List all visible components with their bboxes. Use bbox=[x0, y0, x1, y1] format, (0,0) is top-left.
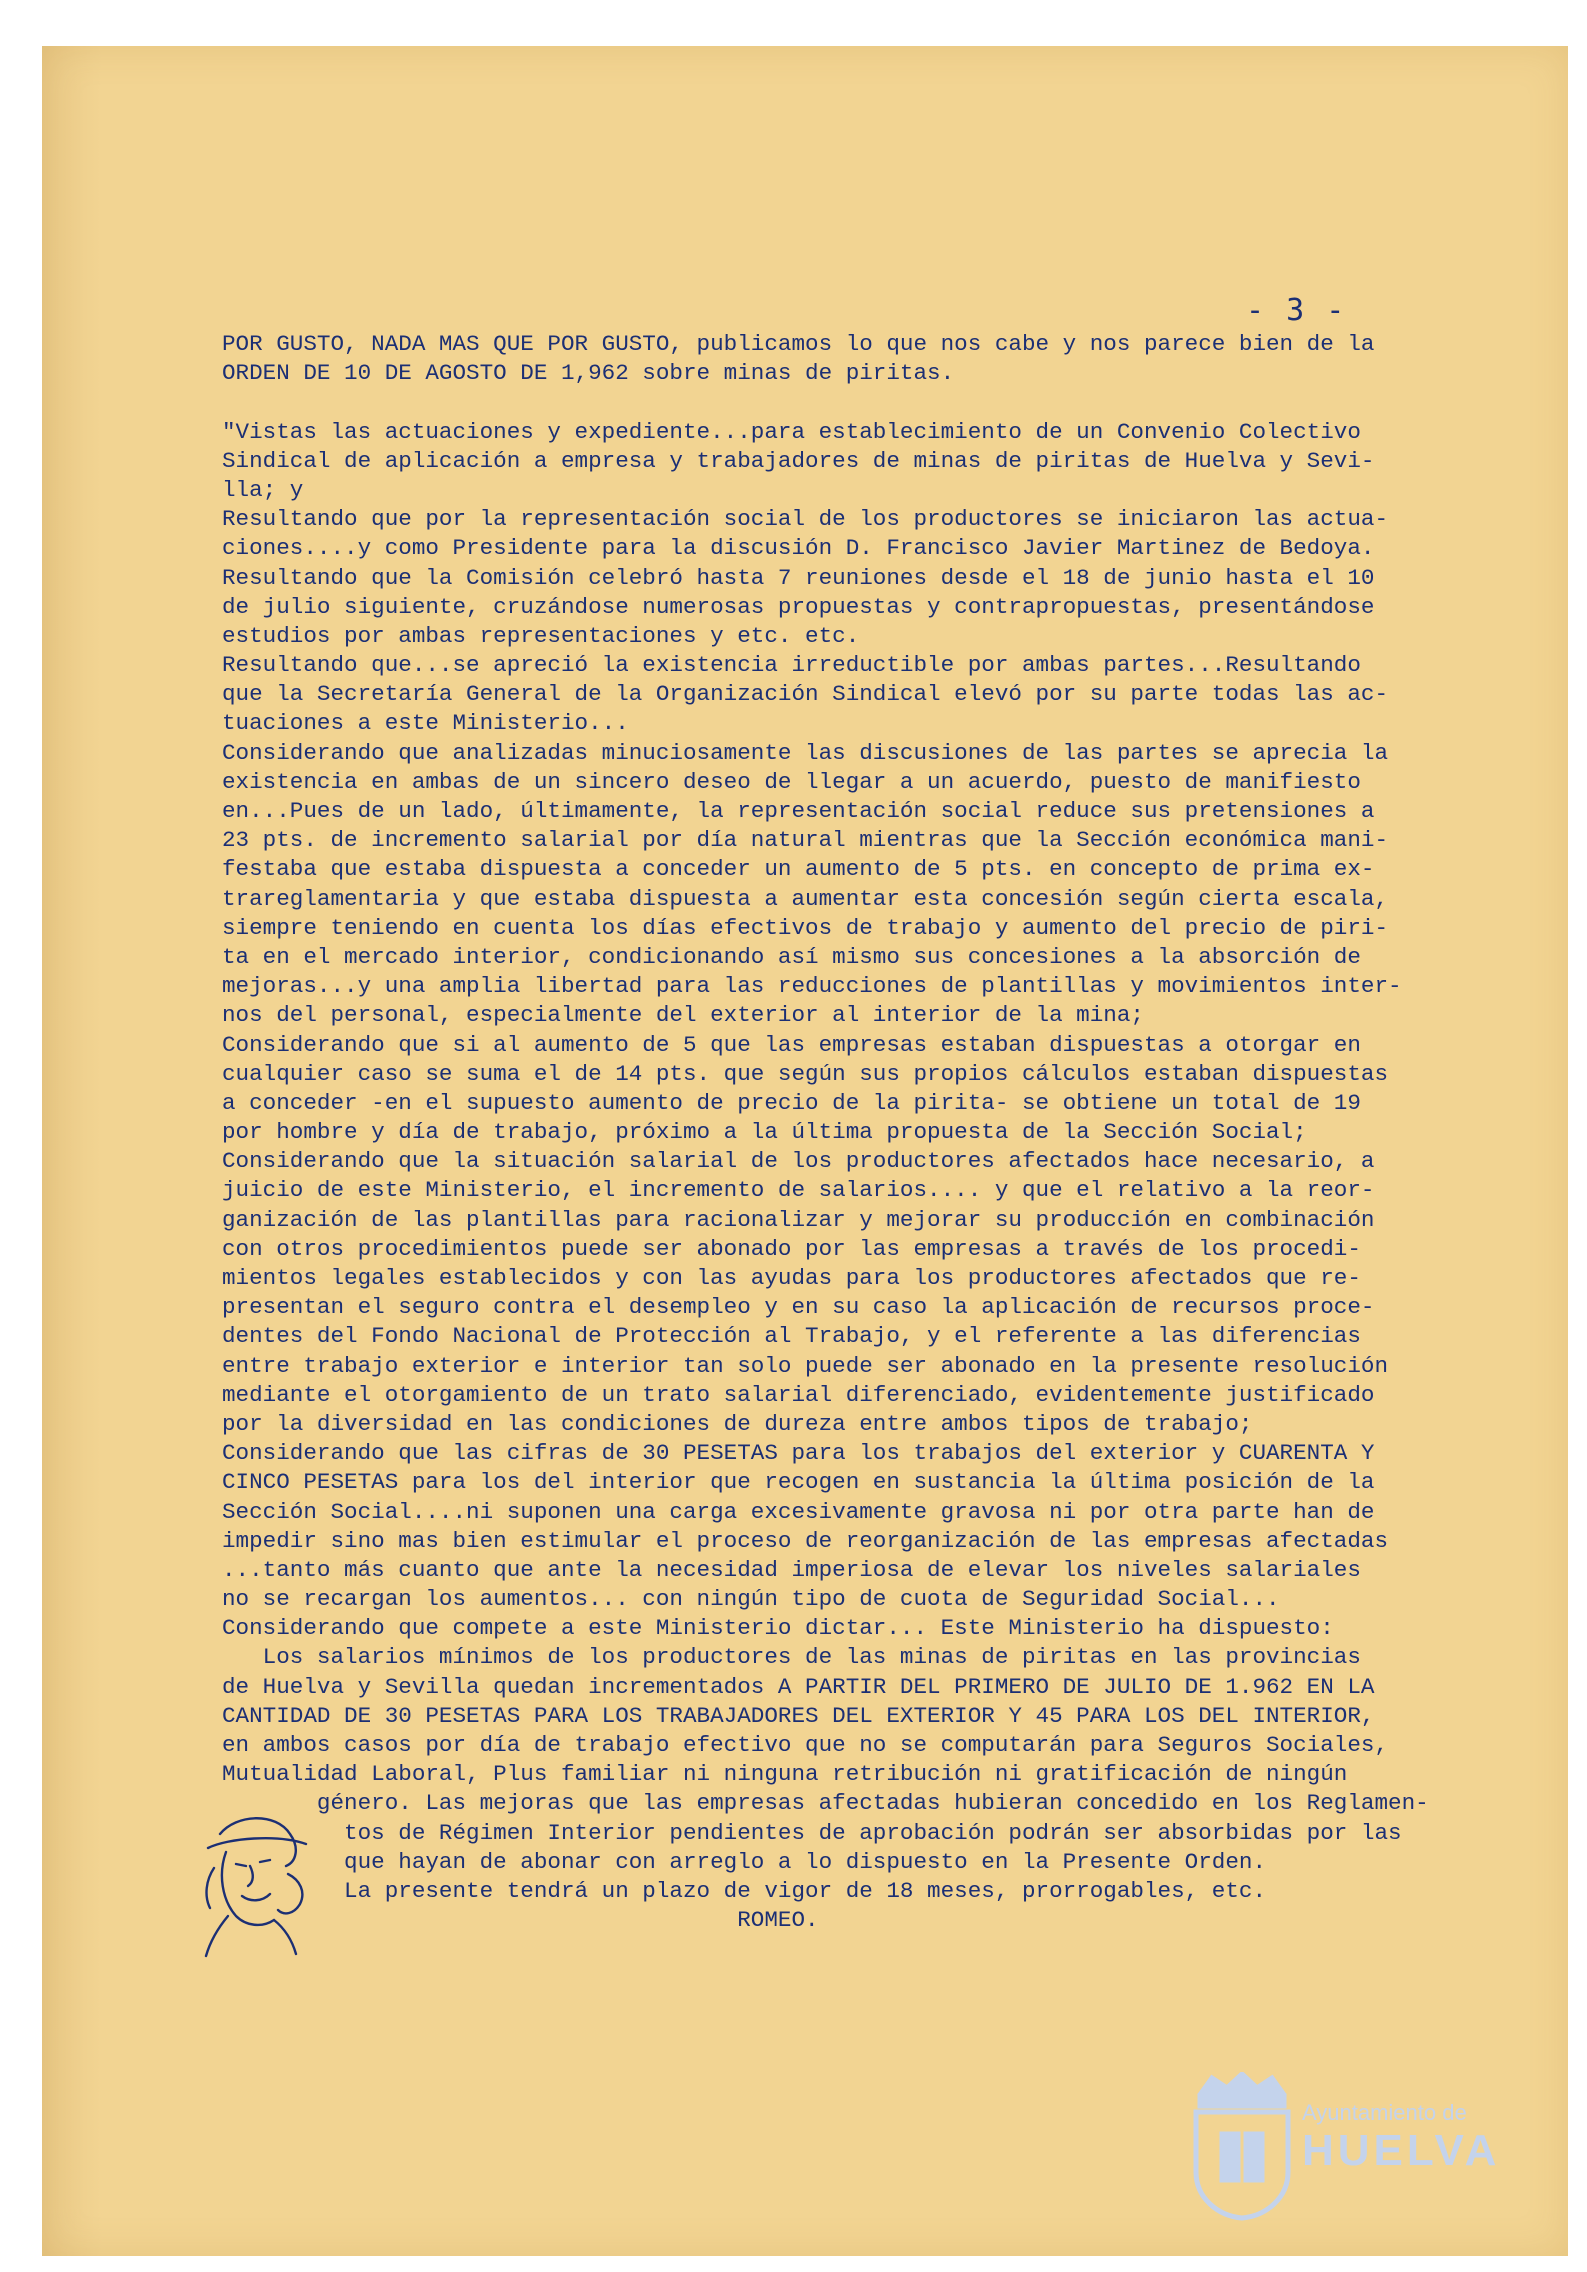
text-line: de Huelva y Sevilla quedan incrementados A PARTIR DEL PRIMERO DE JULIO DE 1.962 EN LA bbox=[222, 1673, 1375, 1700]
text-line: de julio siguiente, cruzándose numerosas propuestas y contrapropuestas, presentándose bbox=[222, 593, 1375, 620]
text-line: CANTIDAD DE 30 PESETAS PARA LOS TRABAJADORES DEL EXTERIOR Y 45 PARA LOS DEL INTERIOR, bbox=[222, 1702, 1375, 1729]
watermark-line-2: HUELVA bbox=[1302, 2126, 1501, 2175]
text-line: ganización de las plantillas para racionalizar y mejorar su producción en combinación bbox=[222, 1206, 1375, 1233]
text-line: mejoras...y una amplia libertad para las reducciones de plantillas y movimientos inter- bbox=[222, 973, 1402, 1000]
text-line: juicio de este Ministerio, el incremento de salarios.... y que el relativo a la reor- bbox=[222, 1177, 1375, 1204]
text-line: que la Secretaría General de la Organización Sindical elevó por su parte todas las ac- bbox=[222, 681, 1389, 708]
text-line: a conceder -en el supuesto aumento de precio de la pirita- se obtiene un total de 19 bbox=[222, 1089, 1361, 1116]
text-line: Sindical de aplicación a empresa y trabajadores de minas de piritas de Huelva y Sevi- bbox=[222, 447, 1375, 474]
text-line: Considerando que compete a este Ministerio dictar... Este Ministerio ha dispuesto: bbox=[222, 1615, 1334, 1642]
text-line: Considerando que la situación salarial de los productores afectados hace necesario, a bbox=[222, 1148, 1375, 1175]
text-line: no se recargan los aumentos... con ningún tipo de cuota de Seguridad Social... bbox=[222, 1586, 1280, 1613]
text-line: entre trabajo exterior e interior tan solo puede ser abonado en la presente resolución bbox=[222, 1352, 1389, 1379]
text-line: Sección Social....ni suponen una carga excesivamente gravosa ni por otra parte han de bbox=[222, 1498, 1375, 1525]
quoted-order-text bbox=[222, 418, 1472, 1936]
text-line: ORDEN DE 10 DE AGOSTO DE 1,962 sobre minas de piritas. bbox=[222, 360, 955, 387]
text-line: Considerando que las cifras de 30 PESETAS para los trabajos del exterior y CUARENTA Y bbox=[222, 1440, 1375, 1467]
text-line: ROMEO. bbox=[222, 1907, 819, 1934]
text-line: cualquier caso se suma el de 14 pts. que según sus propios cálculos estaban dispuestas bbox=[222, 1060, 1389, 1087]
text-line: por hombre y día de trabajo, próximo a la última propuesta de la Sección Social; bbox=[222, 1119, 1307, 1146]
text-line: siempre teniendo en cuenta los días efectivos de trabajo y aumento del precio de piri- bbox=[222, 914, 1389, 941]
text-line: Resultando que la Comisión celebró hasta 7 reuniones desde el 18 de junio hasta el 10 bbox=[222, 564, 1375, 591]
text-line: mientos legales establecidos y con las ayudas para los productores afectados que re- bbox=[222, 1265, 1361, 1291]
text-line: nos del personal, especialmente del exterior al interior de la mina; bbox=[222, 1002, 1144, 1029]
text-line: mediante el otorgamiento de un trato salarial diferenciado, evidentemente justificado bbox=[222, 1381, 1375, 1408]
text-line: por la diversidad en las condiciones de dureza entre ambos tipos de trabajo; bbox=[222, 1410, 1253, 1437]
text-line: ...tanto más cuanto que ante la necesidad imperiosa de elevar los niveles salariales bbox=[222, 1556, 1361, 1583]
text-line: 23 pts. de incremento salarial por día natural mientras que la Sección económica mani- bbox=[222, 827, 1389, 854]
text-line: estudios por ambas representaciones y etc. etc. bbox=[222, 622, 860, 649]
text-line: existencia en ambas de un sincero deseo de llegar a un acuerdo, puesto de manifiesto bbox=[222, 768, 1361, 795]
text-line: ciones....y como Presidente para la discusión D. Francisco Javier Martinez de Bedoya. bbox=[222, 535, 1375, 562]
text-line: impedir sino mas bien estimular el proceso de reorganización de las empresas afectadas bbox=[222, 1527, 1389, 1554]
ayuntamiento-de-huelva-watermark bbox=[1302, 2100, 1522, 2176]
text-line: dentes del Fondo Nacional de Protección al Trabajo, y el referente a las diferencias bbox=[222, 1323, 1361, 1350]
text-line: Los salarios mínimos de los productores de las minas de piritas en las provincias bbox=[222, 1644, 1361, 1671]
text-line: en ambos casos por día de trabajo efectivo que no se computarán para Seguros Sociales, bbox=[222, 1732, 1389, 1758]
paper-edge-shadow bbox=[42, 46, 102, 2256]
typed-text-body bbox=[222, 330, 1472, 1935]
text-line: festaba que estaba dispuesta a conceder un aumento de 5 pts. en concepto de prima ex- bbox=[222, 856, 1375, 883]
text-line: "Vistas las actuaciones y expediente...para establecimiento de un Convenio Colectivo bbox=[222, 418, 1361, 445]
page-number: - 3 - bbox=[1246, 293, 1347, 328]
text-line: tos de Régimen Interior pendientes de aprobación podrán ser absorbidas por las bbox=[222, 1819, 1402, 1846]
city-coat-of-arms-watermark bbox=[1182, 2072, 1302, 2222]
text-line: tuaciones a este Ministerio... bbox=[222, 710, 629, 737]
text-line: presentan el seguro contra el desempleo y en su caso la aplicación de recursos proce- bbox=[222, 1294, 1375, 1321]
text-line: POR GUSTO, NADA MAS QUE POR GUSTO, publicamos lo que nos cabe y nos parece bien de la bbox=[222, 331, 1375, 357]
text-line: La presente tendrá un plazo de vigor de 18 meses, prorrogables, etc. bbox=[222, 1877, 1267, 1904]
watermark-line-1: Ayuntamiento de bbox=[1302, 2100, 1467, 2125]
text-line: Resultando que...se apreció la existencia irreductible por ambas partes...Resultando bbox=[222, 652, 1361, 679]
text-line: género. Las mejoras que las empresas afectadas hubieran concedido en los Reglamen- bbox=[222, 1790, 1429, 1817]
text-line: Considerando que analizadas minuciosamente las discusiones de las partes se aprecia la bbox=[222, 739, 1389, 766]
text-line: Considerando que si al aumento de 5 que las empresas estaban dispuestas a otorgar en bbox=[222, 1031, 1361, 1058]
text-line: lla; y bbox=[222, 476, 304, 503]
text-line: CINCO PESETAS para los del interior que recogen en sustancia la última posición de la bbox=[222, 1469, 1375, 1496]
text-line: en...Pues de un lado, últimamente, la representación social reduce sus pretensiones a bbox=[222, 798, 1375, 824]
text-line: que hayan de abonar con arreglo a lo dispuesto en la Presente Orden. bbox=[222, 1848, 1267, 1875]
hand-drawn-caricature bbox=[188, 1804, 318, 1964]
text-line: ta en el mercado interior, condicionando así mismo sus concesiones a la absorción de bbox=[222, 943, 1361, 970]
text-line: Mutualidad Laboral, Plus familiar ni ninguna retribución ni gratificación de ningún bbox=[222, 1761, 1348, 1788]
text-line: con otros procedimientos puede ser abonado por las empresas a través de los procedi- bbox=[222, 1235, 1361, 1262]
text-line: Resultando que por la representación social de los productores se iniciaron las actua- bbox=[222, 506, 1389, 533]
text-line: trareglamentaria y que estaba dispuesta a aumentar esta concesión según cierta escala, bbox=[222, 885, 1389, 912]
